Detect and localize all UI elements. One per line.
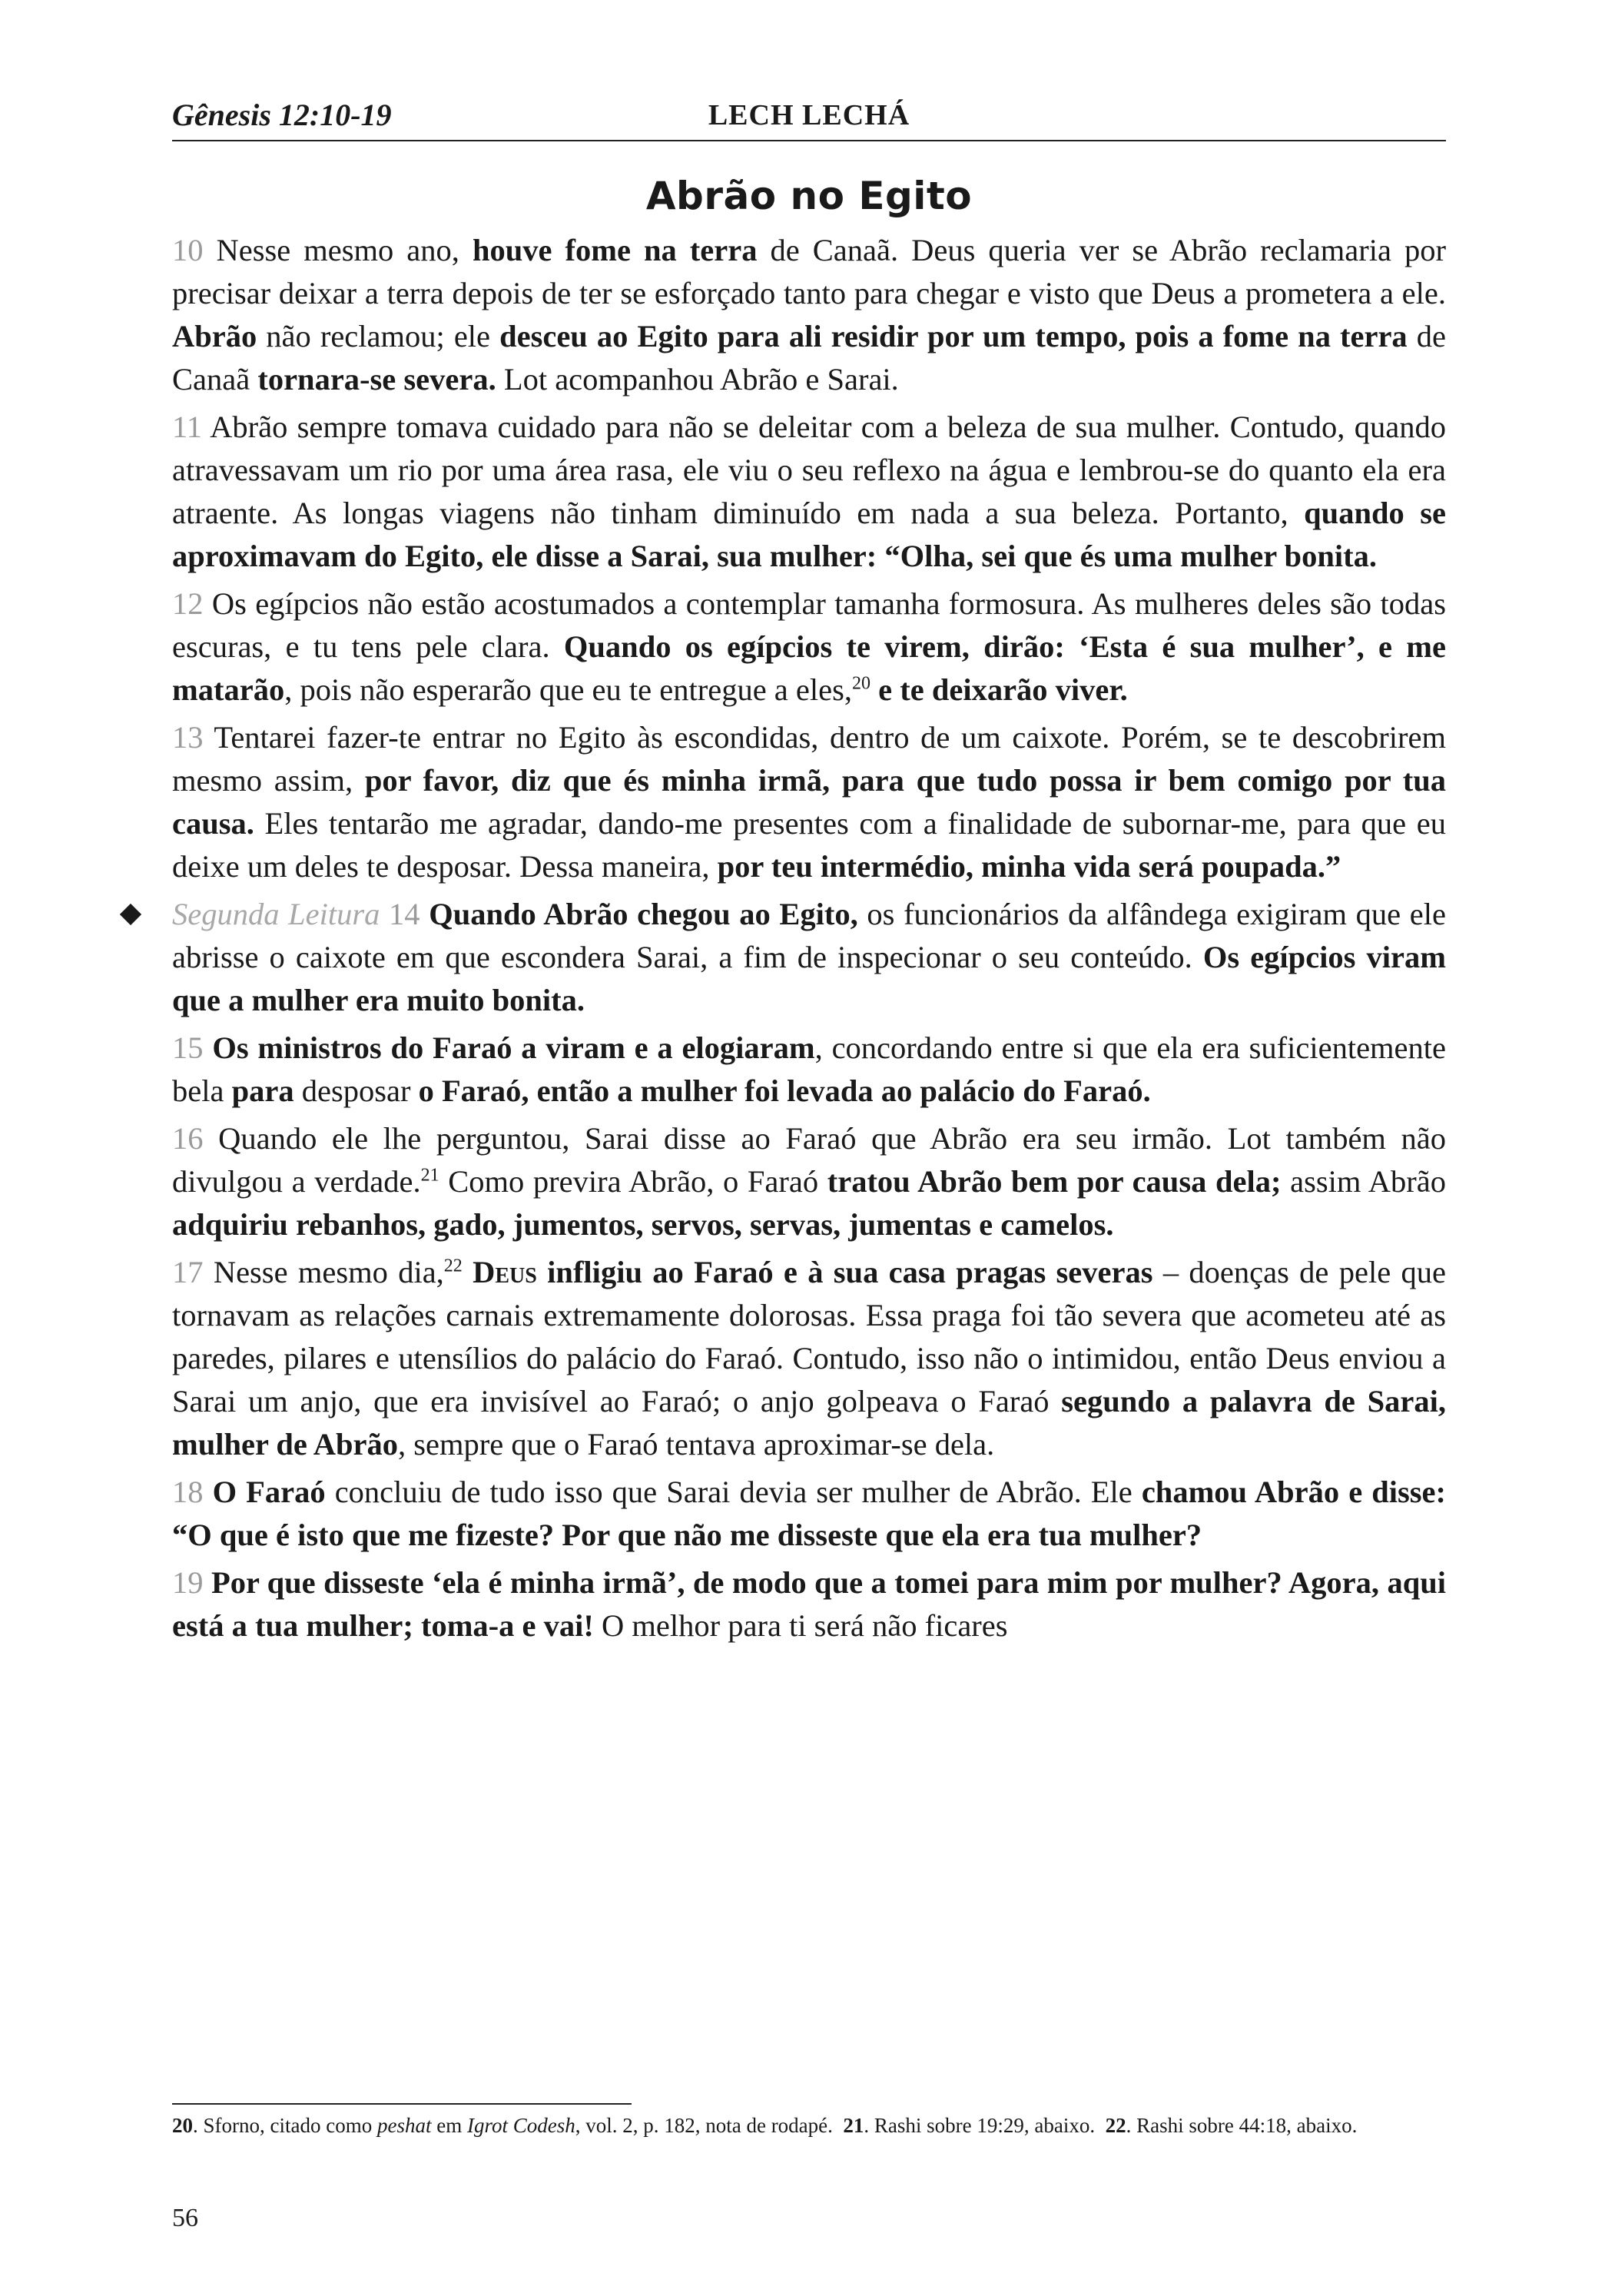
verse-number: 13 bbox=[172, 720, 204, 755]
verse-17: 17 Nesse mesmo dia,$^{22}$ Deus infligiu ao Faraó e à sua casa pragas severas – doenças de pele que tornavam as relações carnais extremamente dolorosas. Essa praga foi tão severa que acometeu até as paredes, pilares e utensílios do palácio do Faraó. Contudo, isso não o intimidou, então Deus enviou a Sarai um anjo, que era invisível ao Faraó; o anjo golpeava o Faraó segundo a palavra de Sarai, mulher de Abrão, sempre que o Faraó tentava aproximar-se dela. bbox=[172, 1255, 1446, 1462]
footnote-ref-22[interactable]: 22 bbox=[443, 1256, 463, 1276]
verse-19: 19 Por que disseste ‘ela é minha irmã’, de modo que a tomei para mim por mulher? Agora, aqui está a tua mulher; toma-a e vai! O melhor para ti será não ficares bbox=[172, 1565, 1446, 1643]
diamond-icon bbox=[120, 904, 141, 925]
divine-name: Deus bbox=[473, 1255, 537, 1289]
verse-13: 13 Tentarei fazer-te entrar no Egito às escondidas, dentro de um caixote. Porém, se te descobrirem mesmo assim, por favor, diz que és minha irmã, para que tudo possa ir bem comigo por tua causa. Eles tentarão me agradar, dando-me presentes com a finalidade de subornar-me, para que eu deixe um deles te desposar. Dessa maneira, por teu intermédio, minha vida será poupada.” bbox=[172, 720, 1446, 884]
verse-number: 10 bbox=[172, 233, 204, 267]
chapter-reference: Gênesis 12:10-19 bbox=[172, 98, 392, 132]
verse-10: 10 Nesse mesmo ano, houve fome na terra de Canaã. Deus queria ver se Abrão reclamaria por precisar deixar a terra depois de ter se esforçado tanto para chegar e visto que Deus a prometera a ele. Abrão não reclamou; ele desceu ao Egito para ali residir por um tempo, pois a fome na terra de Canaã tornara-se severa. Lot acompanhou Abrão e Sarai. bbox=[172, 233, 1446, 396]
verse-14: Segunda Leitura 14 Quando Abrão chegou ao Egito, os funcionários da alfândega exigiram que ele abrisse o caixote em que escondera Sarai, a fim de inspecionar o seu conteúdo. Os egípcios viram que a mulher era muito bonita. bbox=[172, 893, 1446, 1022]
verse-number: 16 bbox=[172, 1121, 204, 1156]
verse-number: 12 bbox=[172, 586, 204, 621]
footnotes: 20. Sforno, citado como peshat em Igrot Codesh, vol. 2, p. 182, nota de rodapé. 21. Rashi sobre 19:29, abaixo. 22. Rashi sobre 44:18, abaixo. bbox=[172, 2114, 1358, 2137]
verse-16: 16 Quando ele lhe perguntou, Sarai disse ao Faraó que Abrão era seu irmão. Lot também não divulgou a verdade.$^{21}$ Como previra Abrão, o Faraó tratou Abrão bem por causa dela; assim Abrão adquiriu rebanhos, gado, jumentos, servos, servas, jumentas e camelos. bbox=[172, 1121, 1446, 1242]
verse-15: 15 Os ministros do Faraó a viram e a elogiaram, concordando entre si que ela era suficientemente bela para desposar o Faraó, então a mulher foi levada ao palácio do Faraó. bbox=[172, 1030, 1447, 1108]
parasha-title: LECH LECHÁ bbox=[708, 99, 910, 131]
footnote-ref-21[interactable]: 21 bbox=[420, 1165, 439, 1186]
verse-number: 17 bbox=[172, 1255, 204, 1289]
verse-number: 11 bbox=[172, 410, 202, 444]
running-head bbox=[172, 92, 1446, 141]
verse-11: 11 Abrão sempre tomava cuidado para não se deleitar com a beleza de sua mulher. Contudo, quando atravessavam um rio por uma área rasa, ele viu o seu reflexo na água e lembrou-se do quanto ela era atraente. As longas viagens não tinham diminuído em nada a sua beleza. Portanto, quando se aproximavam do Egito, ele disse a Sarai, sua mulher: “Olha, sei que és uma mulher bonita. bbox=[172, 410, 1446, 573]
verse-18: 18 O Faraó concluiu de tudo isso que Sarai devia ser mulher de Abrão. Ele chamou Abrão e disse: “O que é isto que me fizeste? Por que não me disseste que ela era tua mulher? bbox=[172, 1475, 1447, 1552]
verse-number: 14 bbox=[389, 897, 420, 931]
footnote-ref-20[interactable]: 20 bbox=[852, 673, 871, 694]
page-number: 56 bbox=[172, 2204, 198, 2232]
reading-label: Segunda Leitura bbox=[172, 897, 380, 931]
footnote-number: 22 bbox=[1105, 2114, 1126, 2137]
body-text bbox=[172, 229, 1446, 1652]
verse-number: 15 bbox=[172, 1030, 204, 1065]
section-title: Abrão no Egito bbox=[645, 174, 973, 218]
footnote-divider bbox=[172, 2103, 632, 2105]
footnote-number: 20 bbox=[172, 2114, 193, 2137]
footnote-number: 21 bbox=[843, 2114, 864, 2137]
verse-number: 18 bbox=[172, 1475, 204, 1509]
verse-number: 19 bbox=[172, 1565, 204, 1600]
verse-12: 12 Os egípcios não estão acostumados a contemplar tamanha formosura. As mulheres deles são todas escuras, e tu tens pele clara. Quando os egípcios te virem, dirão: ‘Esta é sua mulher’, e me matarão, pois não esperarão que eu te entregue a eles,$^{20}$ e te deixarão viver. bbox=[172, 586, 1446, 707]
